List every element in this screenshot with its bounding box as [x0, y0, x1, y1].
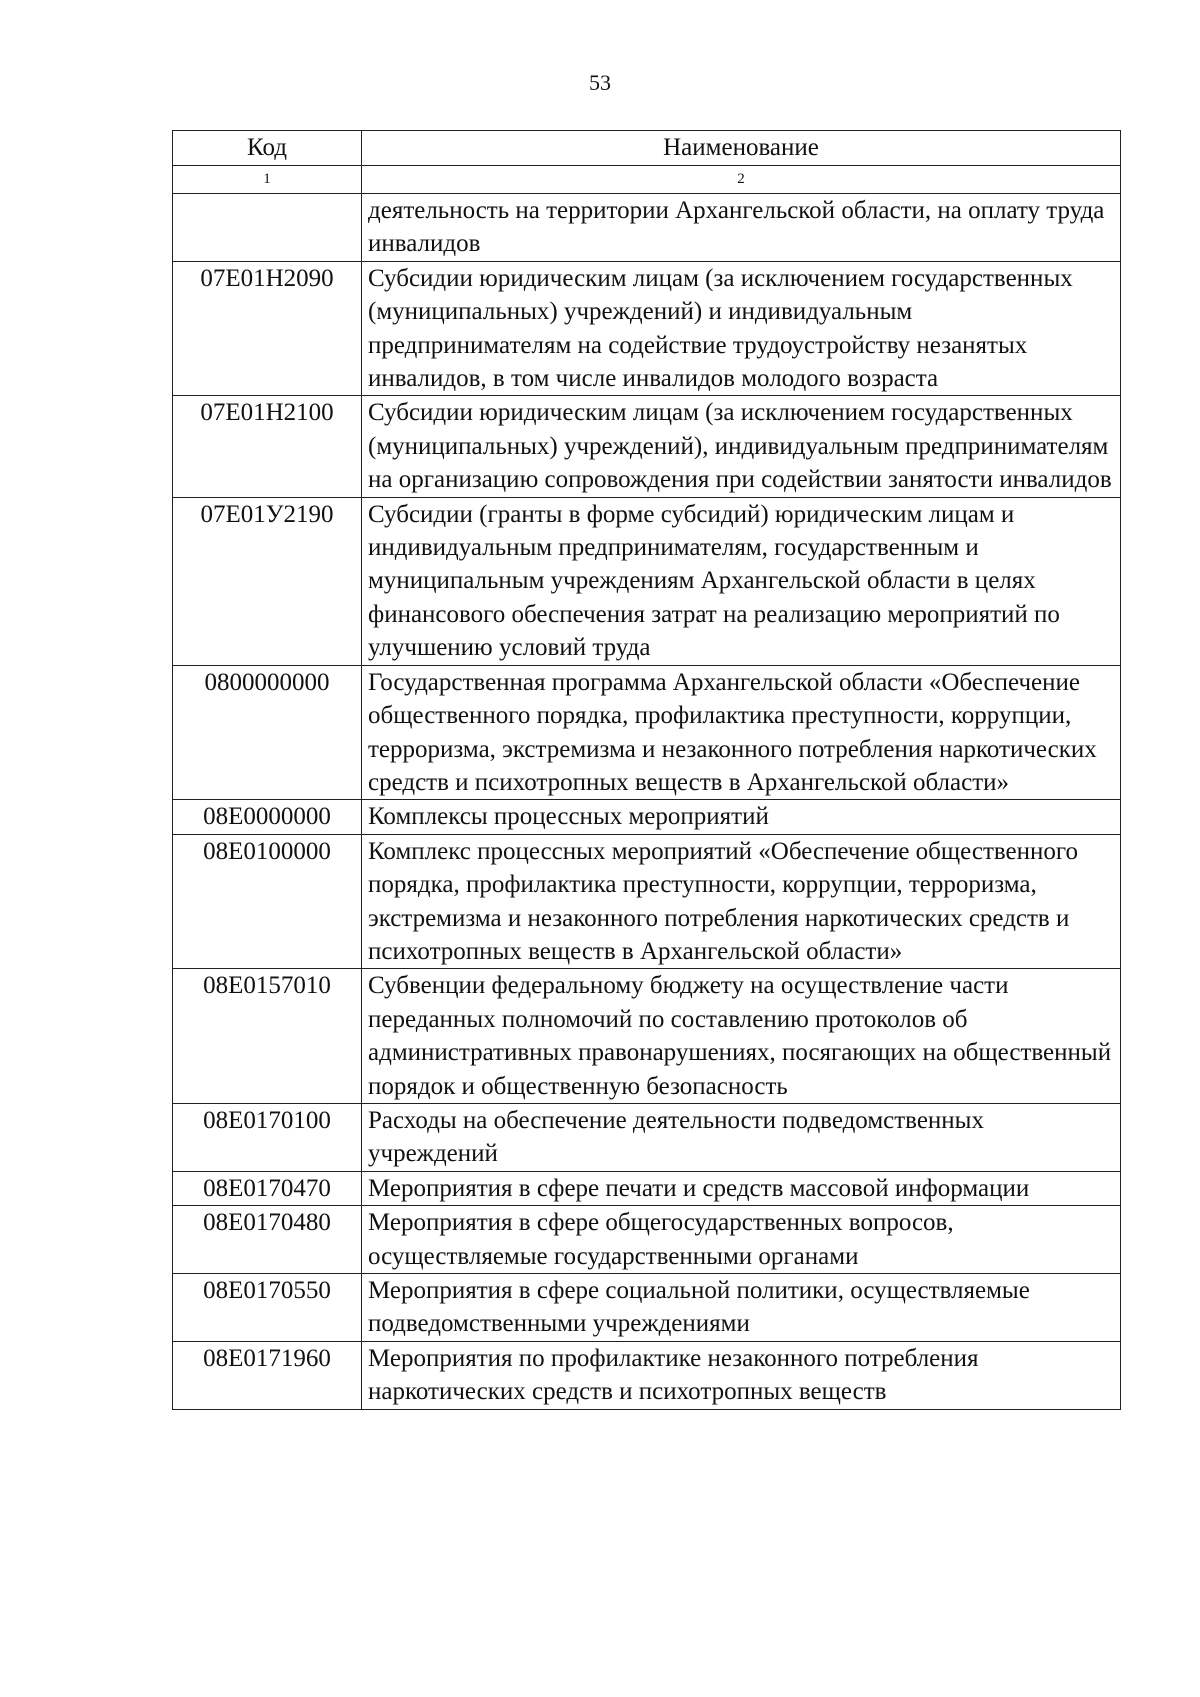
- row-name: Субсидии юридическим лицам (за исключением государственных (муниципальных) учреждений) и индивидуальным предпринимателям на содействие трудоустройству незанятых инвалидов, в том числе инвалидов молодого возраста: [362, 261, 1121, 396]
- row-name: Мероприятия в сфере печати и средств массовой информации: [362, 1171, 1121, 1205]
- row-code: 08Е0170480: [173, 1206, 362, 1274]
- row-name: Мероприятия в сфере общегосударственных вопросов, осуществляемые государственными органами: [362, 1206, 1121, 1274]
- row-code: 08Е0170470: [173, 1171, 362, 1205]
- row-code: 08Е0157010: [173, 969, 362, 1104]
- row-code: 08Е0100000: [173, 834, 362, 969]
- header-code: Код: [173, 131, 362, 166]
- table-row: [173, 665, 1121, 800]
- table-row: [173, 1171, 1121, 1205]
- table-row: [173, 969, 1121, 1104]
- row-name: Государственная программа Архангельской области «Обеспечение общественного порядка, профилактика преступности, коррупции, терроризма, экстремизма и незаконного потребления наркотических средств и психотропных веществ в Архангельской области»: [362, 665, 1121, 800]
- row-name: деятельность на территории Архангельской области, на оплату труда инвалидов: [362, 194, 1121, 262]
- row-name: Комплекс процессных мероприятий «Обеспечение общественного порядка, профилактика преступности, коррупции, терроризма, экстремизма и незаконного потребления наркотических средств и психотропных веществ в Архангельской области»: [362, 834, 1121, 969]
- row-code: 08Е0171960: [173, 1341, 362, 1409]
- row-code: 0800000000: [173, 665, 362, 800]
- row-name: Комплексы процессных мероприятий: [362, 800, 1121, 834]
- table-row: [173, 1206, 1121, 1274]
- row-name: Субсидии юридическим лицам (за исключением государственных (муниципальных) учреждений), индивидуальным предпринимателям на организацию сопровождения при содействии занятости инвалидов: [362, 396, 1121, 497]
- table-row: [173, 800, 1121, 834]
- page-number: 53: [589, 70, 611, 95]
- table-row: [173, 1103, 1121, 1171]
- table-row: [173, 1341, 1121, 1409]
- table-row: [173, 497, 1121, 665]
- row-code: 07Е01Н2100: [173, 396, 362, 497]
- column-number-2: 2: [362, 166, 1121, 194]
- row-code: 07Е01У2190: [173, 497, 362, 665]
- row-name: Субвенции федеральному бюджету на осуществление части переданных полномочий по составлению протоколов об административных правонарушениях, посягающих на общественный порядок и общественную безопасность: [362, 969, 1121, 1104]
- budget-code-table: [172, 130, 1121, 1410]
- row-code: 08Е0000000: [173, 800, 362, 834]
- row-name: Мероприятия в сфере социальной политики, осуществляемые подведомственными учреждениями: [362, 1274, 1121, 1342]
- table-row: [173, 261, 1121, 396]
- row-code: 08Е0170550: [173, 1274, 362, 1342]
- table-row: [173, 396, 1121, 497]
- column-numbers-row: [173, 166, 1121, 194]
- header-name: Наименование: [362, 131, 1121, 166]
- row-name: Расходы на обеспечение деятельности подведомственных учреждений: [362, 1103, 1121, 1171]
- row-code: [173, 194, 362, 262]
- row-name: Мероприятия по профилактике незаконного потребления наркотических средств и психотропных веществ: [362, 1341, 1121, 1409]
- row-code: 07Е01Н2090: [173, 261, 362, 396]
- row-name: Субсидии (гранты в форме субсидий) юридическим лицам и индивидуальным предпринимателям, государственным и муниципальным учреждениям Архангельской области в целях финансового обеспечения затрат на реализацию мероприятий по улучшению условий труда: [362, 497, 1121, 665]
- table-row: [173, 194, 1121, 262]
- row-code: 08Е0170100: [173, 1103, 362, 1171]
- table-row: [173, 834, 1121, 969]
- table-row: [173, 1274, 1121, 1342]
- table-header-row: [173, 131, 1121, 166]
- column-number-1: 1: [173, 166, 362, 194]
